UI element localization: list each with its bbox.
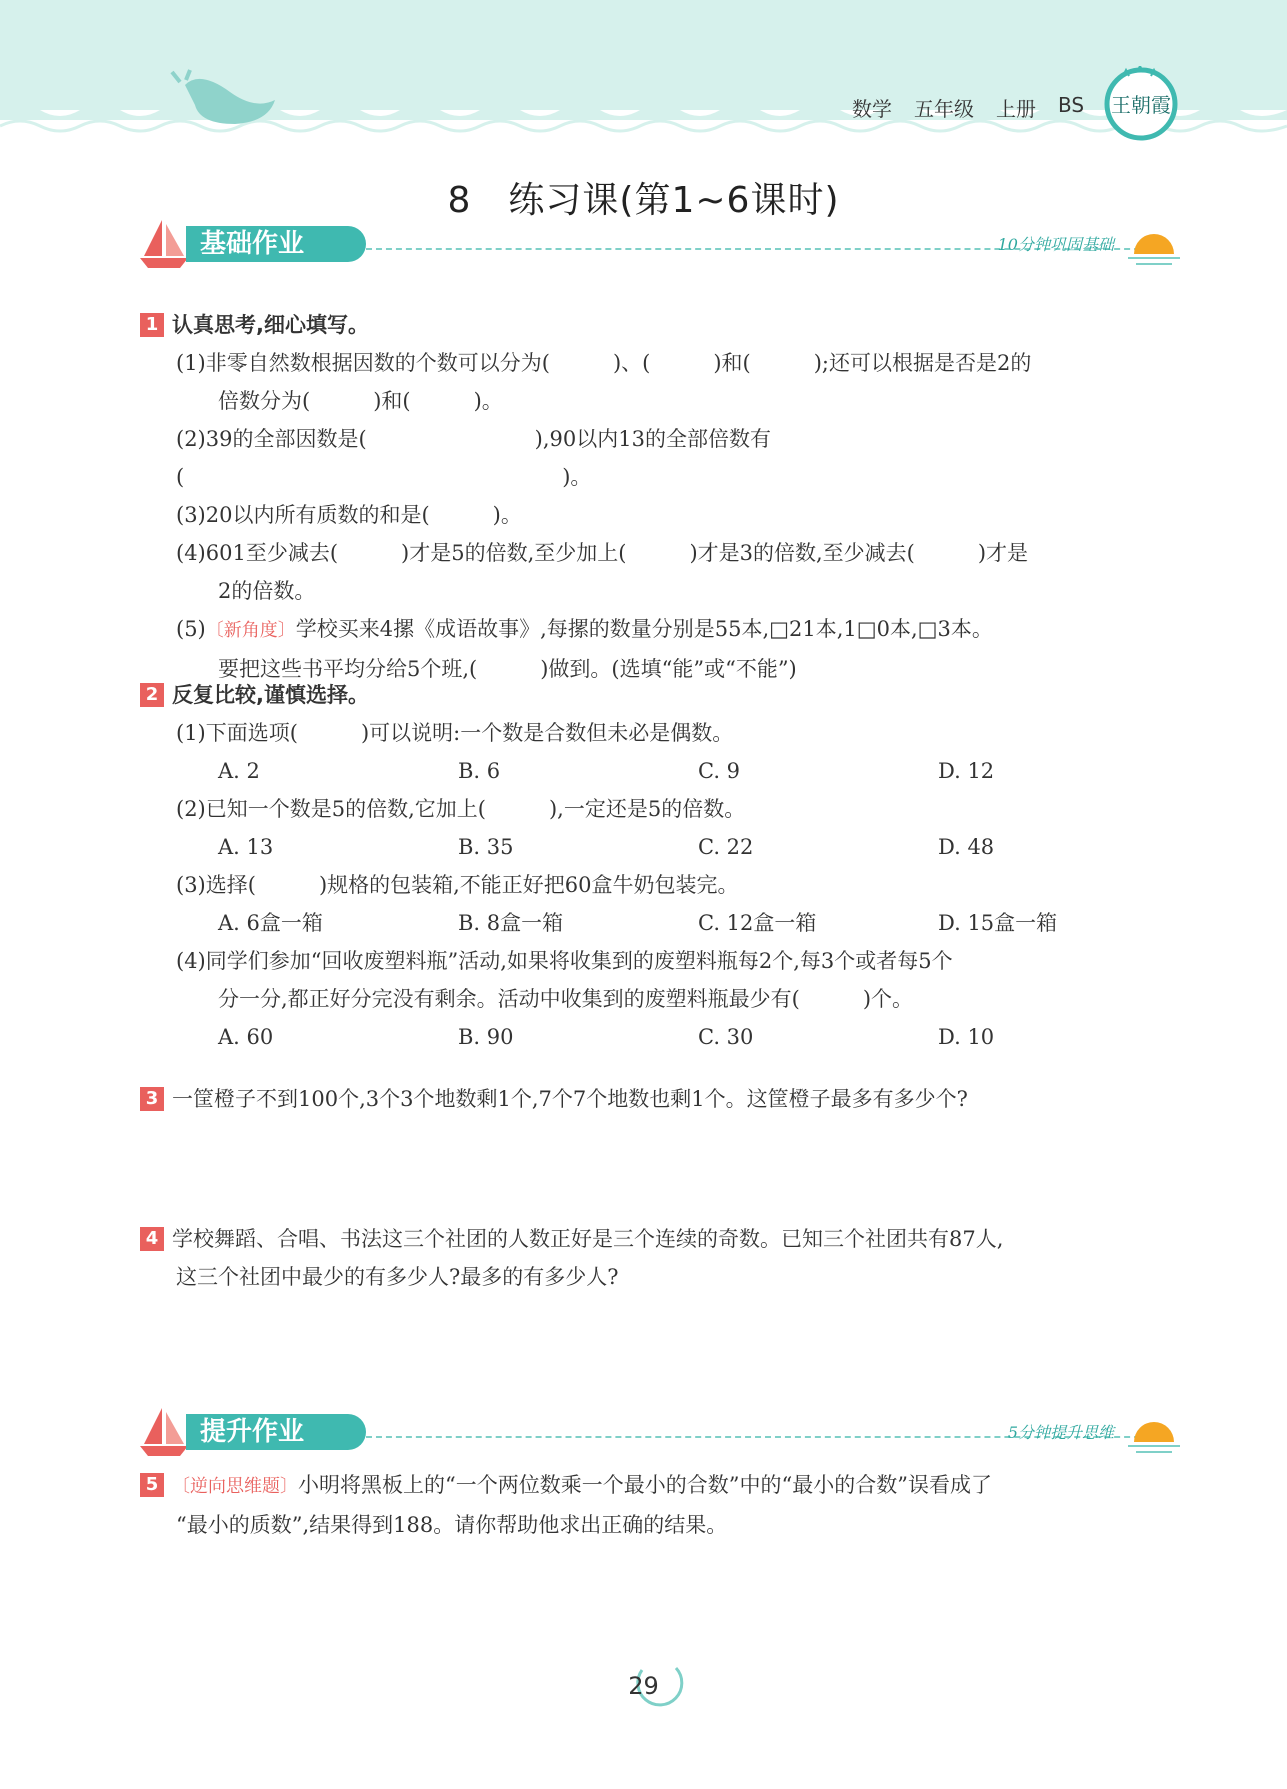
q2-sub4-options (140, 1018, 1180, 1056)
q1-part5-line2: 要把这些书平均分给5个班,( )做到。(选填“能”或“不能”) (218, 657, 797, 681)
option-c: C. 12盒一箱 (698, 911, 817, 935)
q1-part1-line2: 倍数分为( )和( )。 (218, 389, 503, 413)
question-1 (140, 306, 1180, 688)
option-d: D. 48 (938, 835, 995, 859)
option-d: D. 12 (938, 759, 995, 783)
option-c: C. 22 (698, 835, 754, 859)
q2-sub4-line2: 分一分,都正好分完没有剩余。活动中收集到的废塑料瓶最少有( )个。 (218, 987, 914, 1011)
section-hint: 10分钟巩固基础 (997, 235, 1114, 254)
question-5 (140, 1466, 1180, 1544)
question-text-line1: 学校舞蹈、合唱、书法这三个社团的人数正好是三个连续的奇数。已知三个社团共有87人, (172, 1227, 1004, 1251)
q1-part3: (3)20以内所有质数的和是( )。 (176, 503, 522, 527)
sunset-icon (1128, 228, 1180, 268)
q2-sub1-options (140, 752, 1180, 790)
header-wave-background (0, 0, 1287, 150)
option-c: C. 9 (698, 759, 741, 783)
q2-sub1: (1)下面选项( )可以说明:一个数是合数但未必是偶数。 (176, 721, 734, 745)
q1-part5-line1 (140, 610, 1180, 650)
option-c: C. 30 (698, 1025, 754, 1049)
question-text-line1: 小明将黑板上的“一个两位数乘一个最小的合数”中的“最小的合数”误看成了 (298, 1473, 992, 1497)
page-number-text: 29 (628, 1672, 659, 1700)
q1-part2: (2)39的全部因数是( ),90以内13的全部倍数有( )。 (176, 427, 771, 489)
q1-part5-index: (5) (176, 617, 206, 641)
option-b: B. 8盒一箱 (458, 911, 564, 935)
section-label: 基础作业 (186, 226, 366, 262)
sunset-icon (1128, 1416, 1180, 1456)
reverse-thinking-tag: 〔逆向思维题〕 (172, 1476, 298, 1497)
q2-sub2: (2)已知一个数是5的倍数,它加上( ),一定还是5的倍数。 (176, 797, 746, 821)
q1-part4-line1: (4)601至少减去( )才是5的倍数,至少加上( )才是3的倍数,至少减去( )才是 (176, 541, 1029, 565)
page-number (0, 1672, 1287, 1700)
option-d: D. 10 (938, 1025, 995, 1049)
section-label: 提升作业 (186, 1414, 366, 1450)
question-text-line2: 这三个社团中最少的有多少人?最多的有多少人? (176, 1265, 619, 1289)
question-text-line2: “最小的质数”,结果得到188。请你帮助他求出正确的结果。 (176, 1513, 728, 1537)
section-hint: 5分钟提升思维 (1007, 1423, 1114, 1442)
question-number: 1 (140, 313, 164, 337)
question-heading: 认真思考,细心填写。 (172, 313, 369, 337)
question-number: 4 (140, 1227, 164, 1251)
q1-part1-line1: (1)非零自然数根据因数的个数可以分为( )、( )和( );还可以根据是否是2的 (176, 351, 1032, 375)
question-number: 2 (140, 683, 164, 707)
book-meta (852, 93, 1084, 122)
option-d: D. 15盒一箱 (938, 911, 1058, 935)
question-3 (140, 1080, 1180, 1118)
page-header (0, 0, 1287, 150)
question-number: 5 (140, 1473, 164, 1497)
option-a: A. 13 (218, 835, 274, 859)
q2-sub2-options (140, 828, 1180, 866)
q2-sub3: (3)选择( )规格的包装箱,不能正好把60盒牛奶包装完。 (176, 873, 739, 897)
brand-logo (1103, 66, 1179, 142)
subject-label: 数学 (852, 97, 892, 121)
q2-sub3-options (140, 904, 1180, 942)
new-angle-tag: 〔新角度〕 (205, 620, 296, 641)
section-basic-homework (140, 218, 1180, 274)
question-4 (140, 1220, 1180, 1296)
edition-label: BS (1058, 93, 1085, 117)
grade-label: 五年级 (914, 97, 974, 121)
q1-part4-line2: 2的倍数。 (218, 579, 316, 603)
option-b: B. 6 (458, 759, 501, 783)
volume-label: 上册 (996, 97, 1036, 121)
option-a: A. 60 (218, 1025, 274, 1049)
option-b: B. 90 (458, 1025, 514, 1049)
svg-text:王朝霞: 王朝霞 (1111, 93, 1171, 117)
question-number: 3 (140, 1087, 164, 1111)
question-heading: 反复比较,谨慎选择。 (172, 683, 369, 707)
question-text: 一筐橙子不到100个,3个3个地数剩1个,7个7个地数也剩1个。这筐橙子最多有多少个? (172, 1087, 968, 1111)
sailboat-icon (140, 218, 188, 270)
question-2 (140, 676, 1180, 1056)
section-advanced-homework (140, 1406, 1180, 1462)
q2-sub4-line1: (4)同学们参加“回收废塑料瓶”活动,如果将收集到的废塑料瓶每2个,每3个或者每5个 (176, 949, 953, 973)
sailboat-icon (140, 1406, 188, 1458)
page-title: 8 练习课(第1~6课时) (447, 180, 840, 221)
option-a: A. 2 (218, 759, 260, 783)
option-a: A. 6盒一箱 (218, 911, 323, 935)
option-b: B. 35 (458, 835, 514, 859)
q1-part5-text: 学校买来4摞《成语故事》,每摞的数量分别是55本,□21本,1□0本,□3本。 (295, 617, 993, 641)
